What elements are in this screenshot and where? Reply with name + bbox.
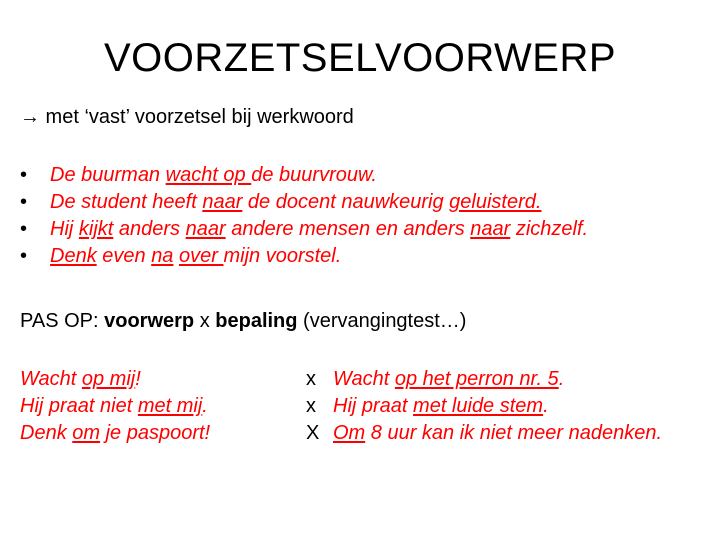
subtitle — [20, 106, 354, 129]
examples-mark-column — [306, 366, 319, 447]
underlined-phrase: naar — [185, 218, 226, 240]
text-segment: anders — [113, 218, 186, 240]
underlined-phrase: om — [72, 422, 101, 444]
underlined-phrase: wacht op — [165, 164, 252, 186]
text-segment: 8 uur kan ik niet meer nadenken. — [365, 422, 663, 444]
example-bepaling — [333, 393, 662, 420]
bullet-icon: • — [20, 164, 28, 186]
text-segment: zichzelf. — [510, 218, 589, 240]
slide-title: VOORZETSELVOORWERP — [103, 36, 617, 80]
underlined-phrase: Om — [333, 422, 366, 444]
text-segment: je paspoort! — [100, 422, 211, 444]
pas-op-suffix: (vervangingtest…) — [297, 310, 467, 332]
pas-op-mid: x — [194, 310, 216, 332]
bullet-icon: • — [20, 245, 28, 267]
examples-bepaling-column — [333, 366, 662, 447]
text-segment: mijn voorstel. — [223, 245, 342, 267]
text-segment: De buurman — [50, 164, 166, 186]
example-voorwerp — [20, 420, 210, 447]
text-segment: . — [543, 395, 549, 417]
bullet-icon: • — [20, 191, 28, 213]
text-segment: Wacht — [333, 368, 395, 390]
text-segment: Hij praat niet — [20, 395, 138, 417]
example-bepaling — [333, 420, 662, 447]
underlined-phrase: met mij — [137, 395, 203, 417]
text-segment: De student heeft — [50, 191, 203, 213]
underlined-phrase: geluisterd. — [449, 191, 542, 213]
example-bepaling — [333, 366, 662, 393]
bullet-item — [20, 189, 588, 216]
text-segment: . — [202, 395, 208, 417]
text-segment: de buurvrouw. — [251, 164, 377, 186]
underlined-phrase: naar — [470, 218, 511, 240]
underlined-phrase: op het perron nr. 5 — [394, 368, 559, 390]
text-segment: ! — [135, 368, 141, 390]
text-segment: Denk — [20, 422, 73, 444]
bullet-item — [20, 243, 588, 270]
underlined-phrase: Denk — [50, 245, 97, 267]
text-segment: Hij praat — [333, 395, 414, 417]
underlined-phrase: naar — [202, 191, 243, 213]
underlined-phrase: na — [151, 245, 174, 267]
text-segment: even — [96, 245, 152, 267]
arrow-icon: → — [20, 106, 40, 128]
example-voorwerp — [20, 393, 210, 420]
underlined-phrase: op mij — [81, 368, 136, 390]
pas-op-prefix: PAS OP: — [20, 310, 105, 332]
underlined-phrase: kijkt — [78, 218, 114, 240]
example-mark: x — [306, 395, 316, 417]
pas-op-term-voorwerp: voorwerp — [104, 310, 195, 332]
examples-voorwerp-column — [20, 366, 210, 447]
bullet-icon: • — [20, 218, 28, 240]
bullet-item — [20, 216, 588, 243]
example-voorwerp — [20, 366, 210, 393]
pas-op-line — [20, 310, 466, 333]
pas-op-term-bepaling: bepaling — [215, 310, 298, 332]
underlined-phrase: met luide stem — [413, 395, 544, 417]
example-mark: X — [306, 422, 320, 444]
text-segment: de docent nauwkeurig — [242, 191, 450, 213]
text-segment: andere mensen en anders — [225, 218, 471, 240]
subtitle-text: met ‘vast’ voorzetsel bij werkwoord — [40, 106, 354, 128]
text-segment: . — [558, 368, 565, 390]
bullet-item — [20, 162, 588, 189]
underlined-phrase: over — [179, 245, 224, 267]
text-segment: Wacht — [20, 368, 82, 390]
example-mark: x — [306, 368, 316, 390]
bullet-list — [20, 162, 588, 270]
text-segment: Hij — [50, 218, 79, 240]
